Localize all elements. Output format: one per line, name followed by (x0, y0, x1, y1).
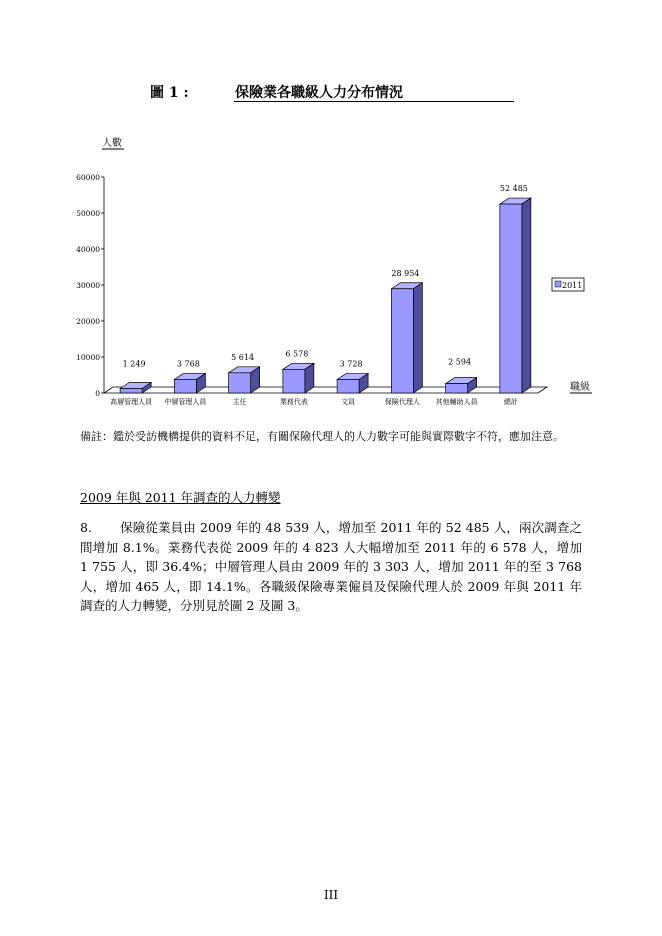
x-axis-label: 職級 (570, 382, 590, 393)
bar (283, 369, 305, 393)
bar-value-label: 6 578 (285, 349, 309, 359)
chart-floor (104, 387, 547, 393)
bar (229, 373, 251, 393)
figure-title-row (0, 82, 662, 104)
y-tick-label: 10000 (76, 353, 100, 362)
chart-note: 備註：鑑於受訪機構提供的資料不足，有關保險代理人的人力數字可能與實際數字不符，應加注意。 (80, 430, 564, 443)
bar-value-label: 28 954 (391, 268, 420, 278)
bar (391, 289, 413, 393)
section-heading: 2009 年與 2011 年調查的人力轉變 (80, 490, 281, 505)
legend-swatch (555, 281, 561, 287)
bar (120, 389, 142, 393)
x-tick-label: 保險代理人 (384, 398, 420, 406)
x-tick-label: 文員 (341, 398, 356, 406)
chart-plot-area (76, 173, 547, 406)
bar (337, 380, 359, 393)
x-tick-label: 中層管理人員 (164, 398, 207, 406)
y-tick-label: 20000 (76, 317, 100, 326)
legend-label: 2011 (562, 281, 583, 290)
paragraph-number: 8. (80, 520, 92, 535)
bar (446, 384, 468, 393)
y-tick-label: 50000 (76, 209, 100, 218)
x-tick-label: 業務代表 (279, 398, 308, 406)
bar-side (522, 198, 531, 393)
y-tick-label: 40000 (76, 245, 100, 254)
bar-side (413, 283, 422, 393)
bar-value-label: 1 249 (122, 359, 146, 369)
bar (174, 379, 196, 393)
paragraph-8 (80, 518, 582, 616)
figure-title: 保險業各職級人力分布情況 (235, 85, 403, 101)
x-tick-label: 總計 (503, 398, 518, 406)
x-tick-label: 高層管理人員 (110, 398, 153, 406)
y-tick-label: 30000 (76, 281, 100, 290)
paragraph-text: 保險從業員由 2009 年的 48 539 人，增加至 2011 年的 52 485 人，兩次調查之間增加 8.1%。業務代表從 2009 年的 4 823 人大幅增加至 2011 年的 6 578 人，增加 1 755 人，即 36.4%；中層管理人員由 2009 年的 3 303 人，增加 2011 年的至 3 768 人，增加 465 人，即 14.1%。各職級保險專業僱員及保險代理人於 2009 年與 2011 年調查的人力轉變，分別見於圖 2 及圖 3。 (80, 520, 582, 613)
bar-value-label: 3 768 (176, 359, 200, 369)
title-underline (234, 101, 514, 102)
bar-value-label: 3 728 (339, 359, 363, 369)
page-number: III (323, 888, 339, 902)
bar (500, 204, 522, 393)
bar-value-label: 52 485 (499, 184, 528, 194)
x-tick-label: 主任 (232, 398, 247, 406)
bar-chart (60, 130, 610, 415)
x-tick-label: 其他輔助人員 (435, 398, 478, 406)
bar-value-label: 2 594 (448, 357, 472, 367)
bar-value-label: 5 614 (231, 352, 255, 362)
y-axis-label: 人數 (102, 138, 122, 149)
y-tick-label: 60000 (76, 173, 100, 182)
y-tick-label: 0 (95, 389, 100, 398)
figure-label: 圖 1 : (150, 85, 189, 101)
